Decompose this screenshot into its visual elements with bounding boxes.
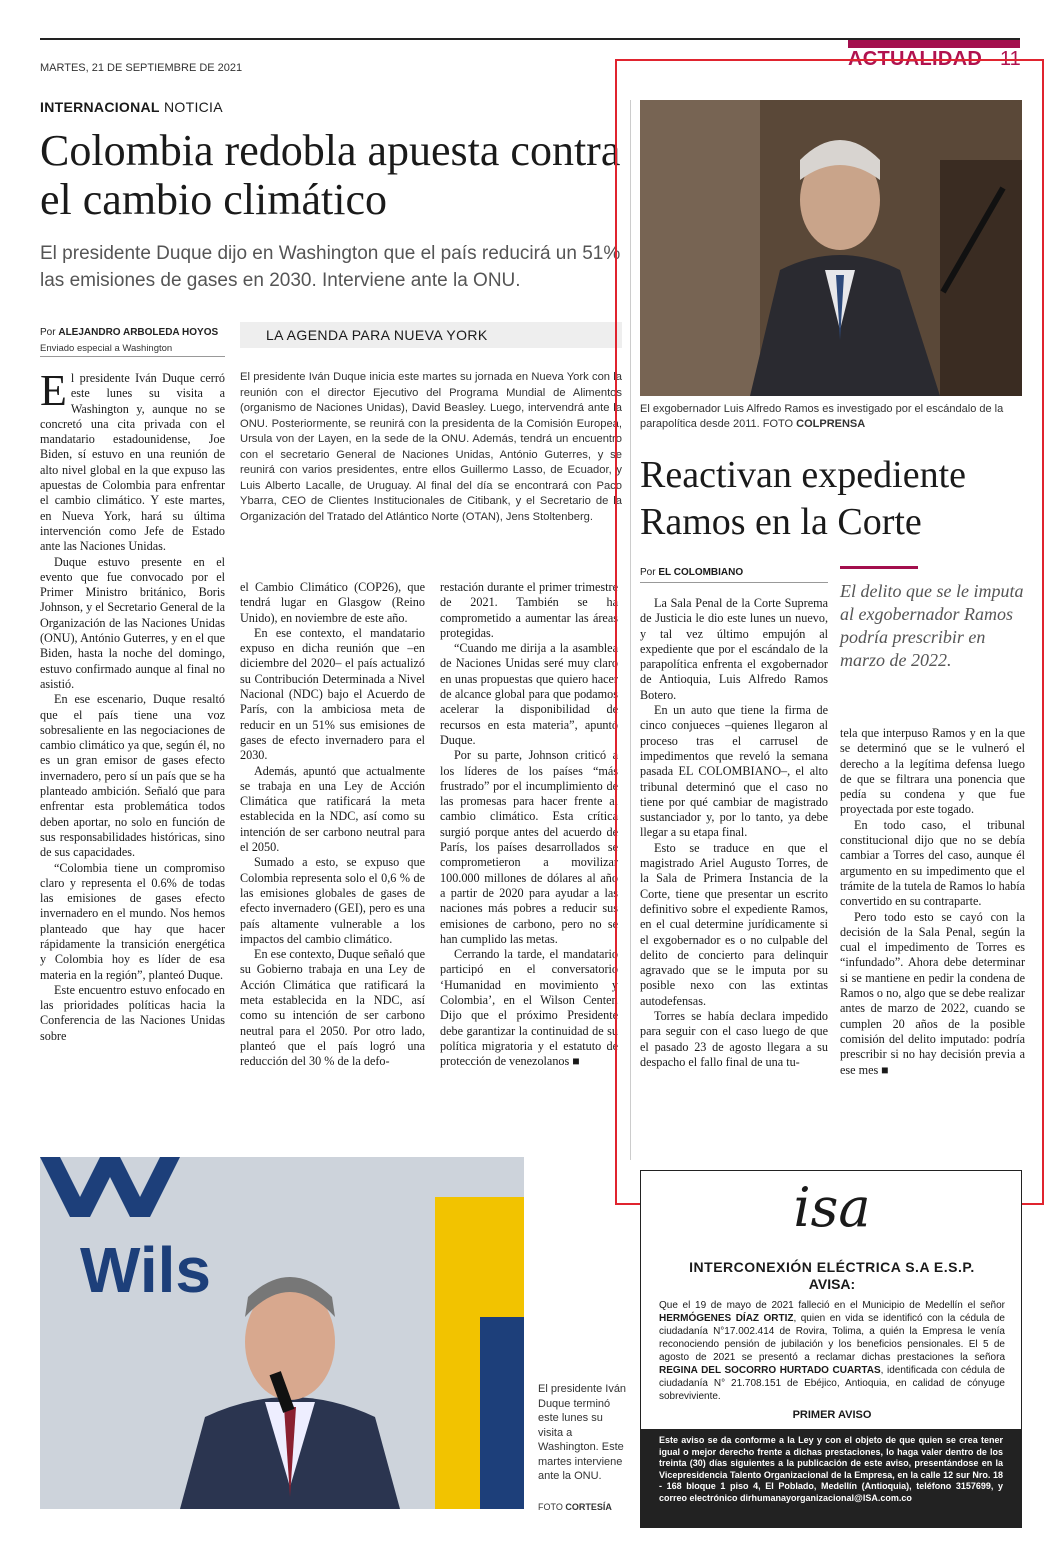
section-name: ACTUALIDAD (848, 48, 983, 70)
paragraph: “Colombia tiene un compromiso claro y representa el 0.6% de todas las emisiones de gases efecto invernadero en el mundo. Nos hemos planteado que hay que hacer rápidamente la transición energética y Colombia hoy es líder de esa materia en la región”, planteó Duque. (40, 860, 225, 982)
paragraph: Torres se había declara impedido para seguir con el caso luego de que el pasado 23 de agosto llegara a su despacho el fallo final de una tu- (640, 1009, 828, 1069)
paragraph: el Cambio Climático (COP26), que tendrá lugar en Glasgow (Reino Unido), en noviembre de este año. (240, 580, 425, 625)
ad-body (659, 1299, 1005, 1403)
paragraph: En ese contexto, Duque señaló que su Gobierno trabaja en una Ley de Acción Climática que ratificará la meta establecida en la NDC, así como su intención de ser carbono neutral para el 2050. Por otro lado, planteó que el país logró una reducción del 30 % de la defo- (240, 947, 425, 1069)
agenda-box-title: LA AGENDA PARA NUEVA YORK (240, 322, 622, 348)
article-column-1 (40, 366, 225, 1044)
caption-text: El exgobernador Luis Alfredo Ramos es investigado por el escándalo de la parapolítica desde 2011. (640, 403, 1004, 430)
paragraph: En ese contexto, el mandatario expuso en dicha reunión que –en diciembre del 2020– el país actualizó su Contribución Determinada a Nivel Nacional (NDC) bajo el Acuerdo de París, con la ambiciosa meta de reducir en un 51% sus emisiones de gases de efecto invernadero para el 2030. (240, 625, 425, 763)
ad-body-name: HERMÓGENES DÍAZ ORTIZ (659, 1313, 794, 1324)
caption-credit-prefix: FOTO (538, 1502, 566, 1512)
paragraph: Sumado a esto, se expuso que Colombia representa solo el 0,6 % de las emisiones globales de gases de efecto invernadero (GEI), pero es una país altamente vulnerable a los impactos del cambio climático. (240, 855, 425, 946)
byline-rule (40, 356, 225, 357)
article-column-2 (240, 580, 425, 1070)
ad-notice-heading: AVISA: (808, 1276, 856, 1292)
byline-prefix: Por (40, 327, 59, 338)
highlight-outline (615, 59, 1044, 1205)
paragraph (40, 366, 225, 555)
paragraph: Pero todo esto se cayó con la decisión de la Sala Penal, según la cual el impedimento de Torres es “infundado”. Ahora debe determinar si se mantiene en pedir la condena de Ramos o no, algo que se debe realizar antes de marzo de 2022, cuando se cumplen 20 años de la posible comisión del delito imputado: podría prescribir si no hay decisión previa a ese mes ■ (840, 909, 1025, 1077)
agenda-sidebar-box (240, 322, 622, 552)
paragraph: En ese escenario, Duque resaltó que el país tiene una voz sobresaliente en las negociaciones de cambio climático ya que, según él, no es un gran emisor de gases efecto invernadero, pero sí un país que se ha planteado ambición. Señaló que para enfrentar esta problemática todos deben aportar, no solo en función de sus responsabilidades históricas, sino de sus capacidades. (40, 692, 225, 860)
duque-photo (40, 1157, 524, 1509)
isa-logo: isa (793, 1176, 871, 1239)
drop-cap: E (40, 366, 67, 415)
byline-author: ALEJANDRO ARBOLEDA HOYOS (58, 327, 219, 338)
ad-body-name: REGINA DEL SOCORRO HURTADO CUARTAS (659, 1365, 881, 1376)
duque-photo-illustration (40, 1157, 524, 1509)
article-lead: El presidente Duque dijo en Washington que el país reducirá un 51% las emisiones de gases en 2030. Interviene ante la ONU. (40, 243, 621, 291)
ad-company-name: INTERCONEXIÓN ELÉCTRICA S.A E.S.P. (689, 1259, 975, 1275)
paragraph: tela que interpuso Ramos y en la que se determinó que se le vulneró el derecho a la legítima defensa luego de que se filtrara una ponencia que pedía su condena y que fue proyectada por este togado. (840, 726, 1025, 817)
section-accent-bar (848, 40, 1020, 48)
paragraph: Duque estuvo presente en el evento que fue convocado por el Primer Ministro británico, Boris Johnson, y el Secretario General de la Organización de las Naciones Unidas (ONU), António Guterres, y en el que Biden, hasta la noche del domingo, estuvo confirmado aunque al final no asistió. (40, 554, 225, 691)
issue-date: MARTES, 21 DE SEPTIEMBRE DE 2021 (40, 62, 243, 74)
article-kicker (40, 99, 223, 115)
ad-body-text: , quien en vida se identificó con la cédula de ciudadanía N°17.002.414 de Rovira, Tolima, a quién la Empresa le venía reconociendo pensión de jubilación y los beneficios pensionales. El 5 de agosto de 2021 se presentó a reclamar dichas prestaciones la señora (659, 1313, 1005, 1363)
byline-prefix: Por (640, 567, 659, 578)
article-column-3 (440, 580, 618, 1070)
caption-credit: COLPRENSA (796, 418, 866, 430)
byline (40, 327, 218, 338)
agenda-box-text: El presidente Iván Duque inicia este martes su jornada en Nueva York con la reunión con el director Ejecutivo del Programa Mundial de Alimentos (organismo de Naciones Unidas), David Beasley. Luego, intervendrá ante la ONU. Posteriormente, se reunirá con la presidenta de la Comisión Europea, Ursula von der Layen, en la sede de la ONU. Además, tendrá un encuentro con el secretario General de Naciones Unidas, António Guterres, y se reunirá con varios presidentes, entre ellos Guillermo Lasso, de Ecuador, y Luis Alberto Lacalle, de Uruguay. Al final del día se encontrará con Paco Ybarra, CEO de Clientes Institucionales de Citibank, y el Secretario de la Organización del Tratado del Atlántico Norte (OTAN), Jens Stoltenberg. (240, 371, 622, 523)
caption-credit-prefix: FOTO (762, 418, 797, 430)
byline-role: Enviado especial a Washington (40, 343, 173, 354)
ad-first-notice: PRIMER AVISO (792, 1409, 872, 1421)
byline-author: EL COLOMBIANO (658, 567, 744, 578)
paragraph: Este encuentro estuvo enfocado en las prioridades políticas hacia la Conferencia de las Naciones Unidas sobre (40, 982, 225, 1043)
ad-body-text: Que el 19 de mayo de 2021 falleció en el Municipio de Medellín el señor (659, 1300, 1005, 1311)
paragraph: En un auto que tiene la firma de cinco conjueces –quienes llegaron al proceso tras el carrusel de impedimentos que reveló la semana pasada EL COLOMBIANO–, el alto tribunal determinó que el caso no tiene por qué cambiar de magistrado sustanciador y, por lo tanto, ya debe llegar a su etapa final. (640, 703, 828, 840)
paragraph-text: l presidente Iván Duque cerró este lunes su visita a Washington y, aunque no se concretó una cita privada con el mandatario estadounidense, Joe Biden, sí estuvo en una reunión de alto nivel global en la que expuso las apuestas de Colombia para enfrentar el cambio climático. Y este martes, en Nueva York, hará su última intervención como Jefe de Estado ante las Naciones Unidas. (40, 371, 225, 554)
legal-notice-ad (640, 1170, 1022, 1528)
sign-text: Wils (80, 1234, 211, 1306)
duque-photo-credit (538, 1502, 612, 1512)
paragraph: restación durante el primer trimestre de 2021. También se ha comprometido a aumentar las áreas protegidas. (440, 580, 618, 640)
kicker-section: INTERNACIONAL (40, 99, 160, 115)
paragraph: La Sala Penal de la Corte Suprema de Justicia le dio este lunes un nuevo, y tal vez último empujón al expediente que por el escándalo de la parapolítica enfrenta el exgobernador de Antioquia, Luis Alfredo Ramos Botero. (640, 596, 828, 702)
kicker-type: NOTICIA (159, 99, 223, 115)
paragraph: En todo caso, el tribunal constitucional dijo que no se debía cambiar a Torres del caso, aunque él argumento en su impedimento que el trámite de la tutela de Ramos lo había convertido en su contraparte. (840, 817, 1025, 909)
ad-body-text: , identificada con cédula de ciudadanía N° 21.708.151 de Ebéjico, Antioquia, en calidad de cónyuge sobreviviente. (659, 1365, 1005, 1402)
pull-quote: El delito que se le imputa al exgobernador Ramos podría prescribir en marzo de 2022. (840, 581, 1024, 670)
caption-credit: CORTESÍA (565, 1502, 612, 1512)
article-2-headline: Reactivan expediente Ramos en la Corte (640, 454, 967, 543)
paragraph: Esto se traduce en que el magistrado Ariel Augusto Torres, de la Sala de Primera Instancia de la Corte, tiene que presentar un escrito definitivo sobre el expediente Ramos, en el cual determine jurídicamente si el exgobernador es o no culpable del delito de concierto para delinquir agravado que se le imputa por su posible nexo con las extintas autodefensas. (640, 840, 828, 1008)
page-number: 11 (1000, 48, 1021, 70)
ad-footer (641, 1429, 1021, 1527)
ad-footer-text: Este aviso se da conforme a la Ley y con el objeto de que quien se crea tener igual o mejor derecho frente a dichas prestaciones, lo haga valer dentro de los treinta (30) días siguientes a la publicación de este aviso, presentándose en la Vicepresidencia Talento Organizacional de la Empresa, en la calle 12 sur Nro. 18 - 168 bloque 1 piso 4, El Poblado, Medellín (Antioquia), teléfono 3157699, y correo electrónico dirhumanayorganizacional@ISA.com.co (659, 1435, 1003, 1503)
paragraph: Cerrando la tarde, el mandatario participó en el conversatorio ‘Humanidad en movimiento y Colombia’, en el Wilson Center. Dijo que el próximo Presidente debe garantizar la continuidad de su política migratoria y el estatuto de protección de venezolanos ■ (440, 947, 618, 1069)
article-headline: Colombia redobla apuesta contra el cambio climático (40, 126, 621, 224)
paragraph: “Cuando me dirija a la asamblea de Naciones Unidas seré muy claro en unas propuestas que quiero hacer de alcance global para que podamos acelerar la disponibilidad de recursos en esta materia”, apuntó Duque. (440, 641, 618, 747)
paragraph: Además, apuntó que actualmente se trabaja en una Ley de Acción Climática que ratificará la meta establecida en la NDC, así como su intención de ser carbono neutral para el 2050. (240, 763, 425, 855)
duque-photo-caption: El presidente Iván Duque terminó este lunes su visita a Washington. Este martes interviene ante la ONU. (538, 1383, 627, 1482)
paragraph: Por su parte, Johnson criticó a los líderes de los países “más frustrado” por el incumplimiento de las promesas para hacer frente al cambio climático. Esta crítica surgió porque antes del acuerdo de París, los países desarrollados se comprometieron a movilizar 100.000 millones de dólares al año a partir de 2020 para ayudar a las naciones más pobres a reducir sus emisiones de carbono, pero no se han cumplido las metas. (440, 748, 618, 946)
